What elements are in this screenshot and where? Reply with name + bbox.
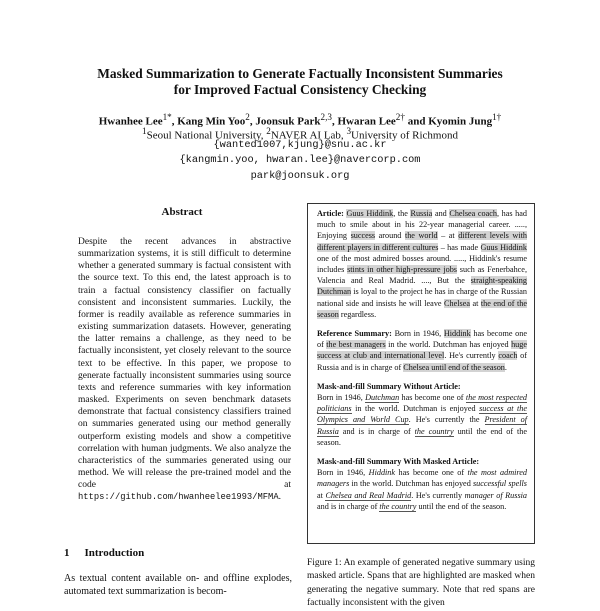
author-sep-2: , <box>249 115 256 128</box>
title-line-2: for Improved Factual Consistency Checking <box>173 82 427 97</box>
masked-span: Russia <box>410 209 433 218</box>
title-line-1: Masked Summarization to Generate Factually Inconsistent Summaries <box>97 66 503 81</box>
author-4: Hwaran Lee <box>337 115 396 128</box>
masked-span: huge success at club and international level <box>317 340 527 361</box>
author-3: Joonsuk Park <box>255 115 321 128</box>
mf-with-section: Born in 1946, Hiddink has become one of the most admired managers in the world. Dutchman has enjoyed successful spells at Chelsea and Real Madrid. He's currently manager of Russia and is in charge of the country until the end of the season. <box>317 468 528 511</box>
email-line: {wanted1007,kjung}@snu.ac.kr <box>213 139 387 151</box>
filled-span: successful spells <box>472 479 527 489</box>
mf-with-label: Mask-and-fill Summary With Masked Article: <box>317 457 480 467</box>
abstract-text <box>78 236 291 503</box>
inconsistent-span: Chelsea and Real Madrid <box>325 490 412 500</box>
affil-2: NAVER AI Lab, <box>270 129 347 142</box>
author-sep-1: , <box>171 115 178 128</box>
abstract-end: . <box>278 492 281 503</box>
intro-heading <box>64 547 144 559</box>
mf-without-label: Mask-and-fill Summary Without Article: <box>317 381 461 391</box>
figure-caption: Figure 1: An example of generated negative summary using masked article. Spans that are highlighted are masked when generating the negative summary. Note that red spans are factually inconsistent with the given <box>307 558 535 609</box>
filled-span: manager of Russia <box>464 490 528 500</box>
author-5-sup: 1† <box>492 112 502 122</box>
affil-1-sup: 1 <box>142 126 147 136</box>
masked-span: the end of the season <box>317 298 527 319</box>
intro-text: As textual content available on- and offline explodes, automated text summarization is becom- <box>64 573 292 597</box>
masked-span: Guus Hiddink <box>480 242 527 252</box>
inconsistent-span: the most respected politicians <box>317 393 527 414</box>
article-label: Article: <box>317 209 344 218</box>
masked-span: stints in other high-pressure jobs <box>347 265 457 275</box>
author-sep-3: , <box>331 115 338 128</box>
masked-span: the best managers <box>326 340 386 350</box>
affil-2-sup: 2 <box>266 126 271 136</box>
author-1-sup: 1* <box>162 112 172 122</box>
author-2-sup: 2 <box>245 112 250 122</box>
reference-label: Reference Summary: <box>317 329 392 339</box>
affil-3: University of Richmond <box>351 129 458 142</box>
author-2: Kang Min Yoo <box>177 115 246 128</box>
email-block <box>40 138 560 184</box>
masked-span: success <box>350 231 376 241</box>
email-line: park@joonsuk.org <box>250 169 350 182</box>
inconsistent-span: Dutchman <box>365 393 400 403</box>
masked-span: Chelsea coach <box>449 209 497 218</box>
reference-section: Reference Summary: Born in 1946, Hiddink has become one of the best managers in the world. Dutchman has enjoyed huge success at club and international level. He's currently coach of Russia and is in charge of Chelsea until end of the season. <box>317 329 528 372</box>
masked-span: Chelsea until end of the season <box>403 362 505 372</box>
inconsistent-span: the country <box>379 501 417 511</box>
mf-without-section: Born in 1946, Dutchman has become one of the most respected politicians in the world. Dutchman is enjoyed success at the Olympics and World Cup. He's currently the President of Russia and is in charge of the country until the end of the season. <box>317 393 528 447</box>
article-section: Article: Guus Hiddink, the Russia and Chelsea coach, has had much to smile about in his 22-year managerial career. ....., Enjoying success around the world – at different levels with different players in different cultures – has made Guus Hiddink one of the most admired bosses around. ....., Hiddink's resume includes stints in other high-pressure jobs such as Fenerbahce, Valencia and Real Madrid. ...., But the straight-speaking Dutchman is loyal to the project he has in charge of the Russian national side and insists he will leave Chelsea at the end of the season regardless. <box>317 209 528 319</box>
filled-span: Hiddink <box>368 468 396 478</box>
figure-1-box <box>307 203 535 544</box>
masked-span: Chelsea <box>444 298 470 308</box>
filled-span: the most admired managers <box>317 468 527 489</box>
section-title: Introduction <box>84 547 145 559</box>
affil-1: Seoul National University, <box>146 129 267 142</box>
author-sep-4: and <box>404 115 429 128</box>
masked-span: Hiddink <box>443 329 471 339</box>
masked-span: straight-speaking Dutchman <box>317 276 527 297</box>
masked-span: different levels with different players in different cultures <box>317 231 527 252</box>
affil-3-sup: 3 <box>346 126 352 136</box>
author-1: Hwanhee Lee <box>98 115 163 128</box>
email-line: {kangmin.yoo, hwaran.lee}@navercorp.com <box>179 154 421 167</box>
author-3-sup: 2,3 <box>320 112 332 122</box>
masked-span: Guus Hiddink <box>346 209 394 218</box>
masked-span: coach <box>498 351 518 361</box>
code-link[interactable]: https://github.com/hwanheelee1993/MFMA <box>78 492 279 503</box>
author-4-sup: 2† <box>395 112 405 122</box>
inconsistent-span: success at the Olympics and World Cup <box>317 404 527 425</box>
author-5: Kyomin Jung <box>428 115 493 128</box>
masked-span: the world <box>404 231 438 241</box>
section-number: 1 <box>64 547 70 559</box>
abstract-heading: Abstract <box>161 206 203 218</box>
abstract-body: Despite the recent advances in abstractive summarization systems, it is still difficult to determine whether a generated summary is factual consistent with the source text. To this end, the latest approach is to train a factual consistency classifier on factually consistent and inconsistent summaries. Luckily, the former is readily available as reference summaries in existing summarization datasets. However, generating the latter remains a challenge, as they need to be factually inconsistent, yet closely relevant to the source text to be effective. In this paper, we propose to generate factually inconsistent summaries using source texts and reference summaries with key information masked. Experiments on seven benchmark datasets demonstrate that factual consistency classifiers trained on summaries generated using our method generally outperform existing models and show a competitive correlation with human judgments. We also analyze the characteristics of the summaries generated using our method. We will release the pre-trained model and the code at <box>78 237 291 491</box>
paper-title <box>40 66 560 98</box>
inconsistent-span: President of Russia <box>317 415 527 436</box>
inconsistent-span: the country <box>414 426 454 436</box>
